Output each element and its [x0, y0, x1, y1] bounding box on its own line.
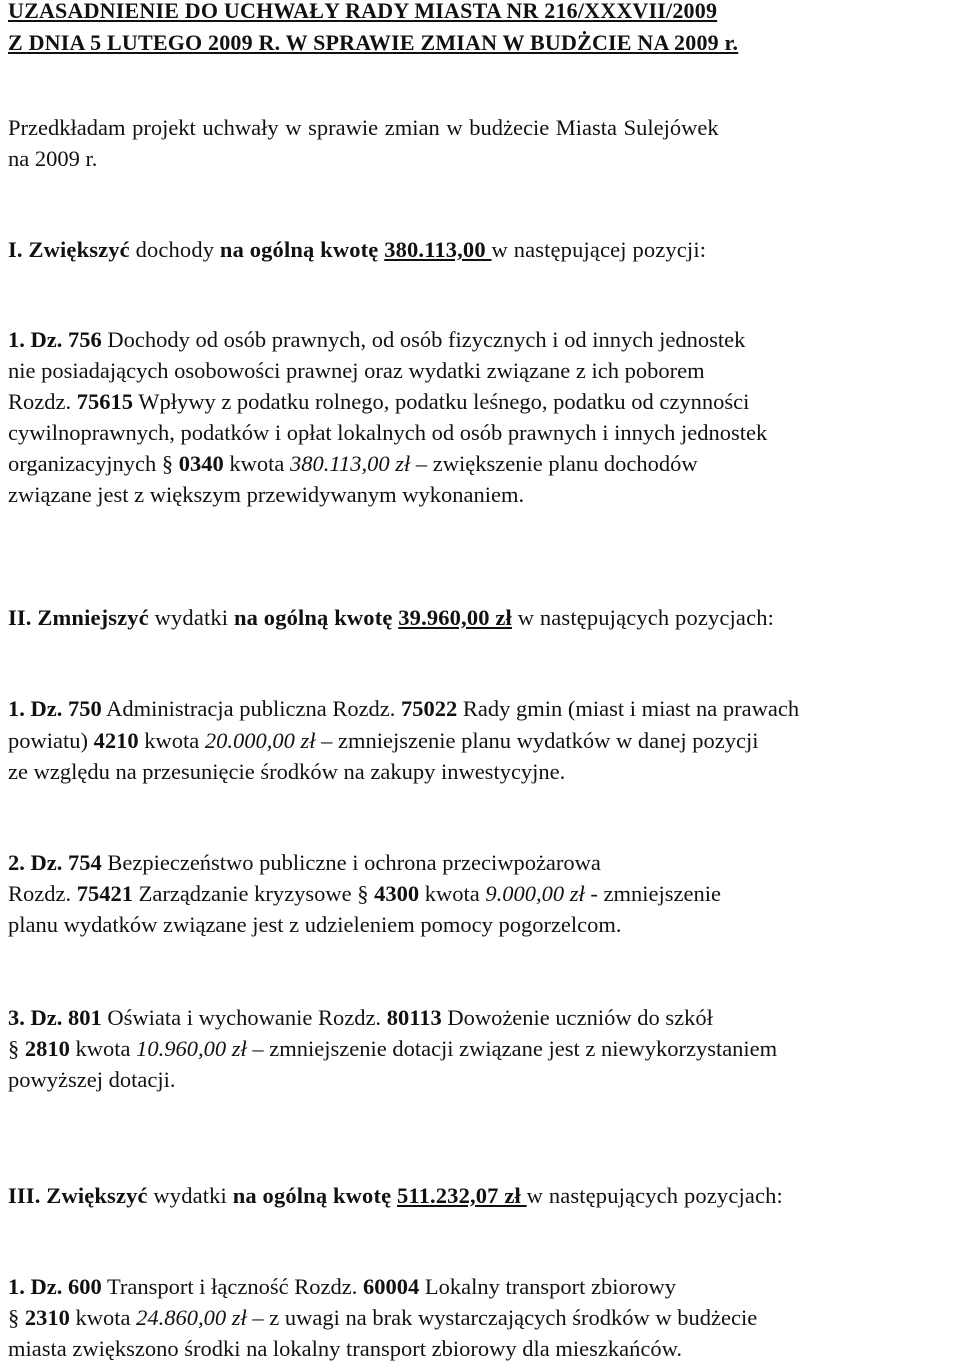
paragraph-number: 0340: [173, 451, 224, 476]
dz-label: 1. Dz.: [8, 1274, 63, 1299]
text: powiatu): [8, 728, 94, 753]
section-3-item-1-line-2: [8, 1303, 757, 1333]
section-2-text-2: na ogólną kwotę: [233, 605, 393, 630]
intro-line-1: Przedkładam projekt uchwały w sprawie zmian w budżecie Miasta Sulejówek: [8, 115, 719, 140]
amount-part-1: 24.: [136, 1305, 165, 1330]
section-2-item-2-line-1: [8, 848, 601, 878]
section-1-item-1-line-3: [8, 387, 749, 417]
section-2-item-2-line-2: [8, 879, 721, 909]
section-1-heading: [8, 235, 706, 265]
section-2-item-3-line-2: [8, 1034, 777, 1064]
dz-number: 754: [68, 850, 102, 875]
dz-title: Oświata i wychowanie: [101, 1005, 318, 1030]
paragraph-sign: §: [357, 881, 369, 906]
paragraph-number: 2310: [19, 1305, 70, 1330]
section-1-text-2: na ogólną kwotę: [219, 237, 379, 262]
section-3-heading: [8, 1181, 783, 1211]
paragraph-sign: §: [161, 451, 174, 476]
section-1-amount: 380.113,00: [384, 237, 492, 262]
dz-number: 756: [68, 327, 102, 352]
amount-part-1: 380.: [290, 451, 330, 476]
kwota-label: kwota: [69, 1036, 137, 1061]
description: - zmniejszenie: [584, 881, 721, 906]
amount-part-1: 10.: [136, 1036, 165, 1061]
section-3-item-1-line-1: [8, 1272, 676, 1302]
section-1-verb: Zwiększyć: [28, 237, 130, 262]
kwota-label: kwota: [69, 1305, 137, 1330]
amount-part-2: 960,00 zł: [164, 1036, 247, 1061]
section-3-item-1-line-3: miasta zwiększono środki na lokalny transport zbiorowy dla mieszkańców.: [8, 1336, 682, 1361]
section-2-amount: 39.960,00 zł: [398, 605, 512, 630]
rozdz-title: Zarządzanie kryzysowe: [132, 881, 358, 906]
text: organizacyjnych: [8, 451, 162, 476]
dz-title: Dochody od osób prawnych, od osób fizycznych i od innych jednostek: [101, 327, 746, 352]
description: – zmniejszenie dotacji związane jest z niewykorzystaniem: [246, 1036, 778, 1061]
section-2-heading: [8, 603, 774, 633]
amount-part-2: 113,00 zł: [329, 451, 411, 476]
amount-part-2: 860,00 zł: [164, 1305, 247, 1330]
rozdz-number: 75421: [76, 881, 133, 906]
section-2-item-1-line-1: [8, 694, 799, 724]
rozdz-title: Rady gmin (miast i miast na prawach: [457, 696, 800, 721]
dz-number: 600: [68, 1274, 102, 1299]
dz-title: Administracja publiczna: [101, 696, 333, 721]
amount-part-2: 000,00 zł: [232, 728, 316, 753]
kwota-label: kwota: [223, 451, 291, 476]
rozdz-title: Wpływy z podatku rolnego, podatku leśnego, podatku od czynności: [132, 389, 750, 414]
section-1-text-4: w następującej pozycji:: [491, 237, 707, 262]
rozdz-number: 75022: [401, 696, 458, 721]
paragraph-number: 4210: [93, 728, 139, 753]
amount-part-1: 9.: [485, 881, 503, 906]
intro-line-2: na 2009 r.: [8, 146, 98, 171]
dz-label: 1. Dz.: [8, 696, 63, 721]
description: – zwiększenie planu dochodów: [410, 451, 698, 476]
section-3-numeral: III.: [8, 1183, 41, 1208]
paragraph-sign: §: [8, 1036, 20, 1061]
rozdz-title: Dowożenie uczniów do szkół: [441, 1005, 713, 1030]
rozdz-title: Lokalny transport zbiorowy: [419, 1274, 677, 1299]
paragraph-number: 4300: [368, 881, 420, 906]
section-1-text-1: dochody: [129, 237, 220, 262]
rozdz-number: 75615: [76, 389, 133, 414]
rozdz-number: 60004: [362, 1274, 420, 1299]
section-1-item-1-line-2: nie posiadających osobowości prawnej oraz wydatki związane z ich poborem: [8, 358, 705, 383]
dz-label: 3. Dz.: [8, 1005, 63, 1030]
rozdz-label: Rozdz.: [332, 696, 396, 721]
section-2-item-1-line-2: [8, 726, 759, 756]
section-3-amount: 511.232,07 zł: [397, 1183, 527, 1208]
section-3-verb: Zwiększyć: [46, 1183, 148, 1208]
section-3-text-4: w następujących pozycjach:: [526, 1183, 783, 1208]
section-1-item-1-line-6: związane jest z większym przewidywanym wykonaniem.: [8, 482, 525, 507]
dz-number: 750: [68, 696, 102, 721]
rozdz-label: Rozdz.: [317, 1005, 382, 1030]
paragraph-number: 2810: [19, 1036, 70, 1061]
dz-label: 2. Dz.: [8, 850, 63, 875]
section-1-item-1-line-4: cywilnoprawnych, podatków i opłat lokalnych od osób prawnych i innych jednostek: [8, 420, 768, 445]
dz-title: Transport i łączność: [101, 1274, 295, 1299]
section-2-item-3-line-3: powyższej dotacji.: [8, 1067, 176, 1092]
dz-number: 801: [68, 1005, 102, 1030]
section-3-text-1: wydatki: [147, 1183, 233, 1208]
section-2-item-1-line-3: ze względu na przesunięcie środków na zakupy inwestycyjne.: [8, 759, 566, 784]
rozdz-label: Rozdz.: [294, 1274, 358, 1299]
document-title-line-1: UZASADNIENIE DO UCHWAŁY RADY MIASTA NR 216/XXXVII/2009: [8, 0, 718, 23]
amount-part-1: 20.: [204, 728, 233, 753]
kwota-label: kwota: [138, 728, 205, 753]
rozdz-label: Rozdz.: [8, 881, 72, 906]
section-1-item-1-line-5: [8, 449, 698, 479]
section-1-numeral: I.: [8, 237, 23, 262]
rozdz-number: 80113: [386, 1005, 442, 1030]
amount-part-2: 000,00 zł: [502, 881, 585, 906]
section-3-text-2: na ogólną kwotę: [232, 1183, 392, 1208]
description: – z uwagi na brak wystarczających środków w budżecie: [246, 1305, 758, 1330]
section-1-item-1-line-1: [8, 325, 745, 355]
section-2-item-3-line-1: [8, 1003, 713, 1033]
paragraph-sign: §: [8, 1305, 20, 1330]
rozdz-label: Rozdz.: [8, 389, 72, 414]
document-title-line-2: Z DNIA 5 LUTEGO 2009 R. W SPRAWIE ZMIAN W BUDŻCIE NA 2009 r.: [8, 30, 739, 55]
section-2-item-2-line-3: planu wydatków związane jest z udzieleniem pomocy pogorzelcom.: [8, 912, 622, 937]
dz-title: Bezpieczeństwo publiczne i ochrona przeciwpożarowa: [101, 850, 601, 875]
section-2-text-1: wydatki: [148, 605, 234, 630]
section-2-text-4: w następujących pozycjach:: [511, 605, 775, 630]
description: – zmniejszenie planu wydatków w danej pozycji: [315, 728, 759, 753]
section-2-numeral: II.: [8, 605, 32, 630]
kwota-label: kwota: [419, 881, 486, 906]
section-2-verb: Zmniejszyć: [37, 605, 149, 630]
dz-label: 1. Dz.: [8, 327, 63, 352]
